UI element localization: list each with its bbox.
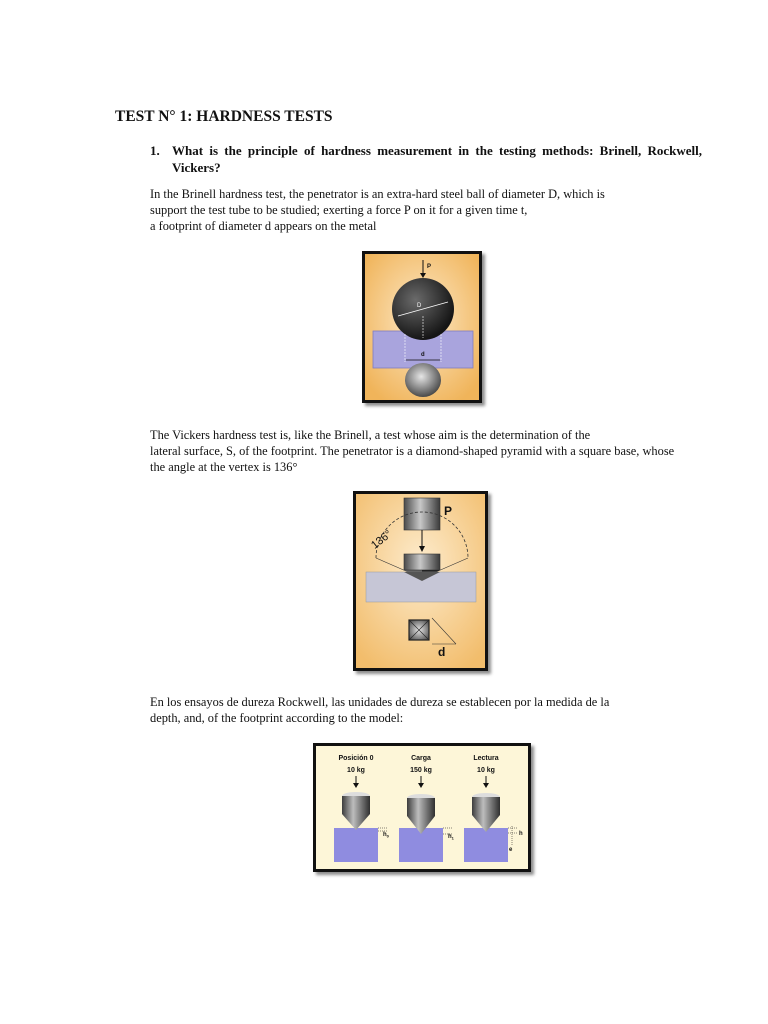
brinell-diameter-label: D: [417, 303, 422, 309]
rockwell-figure: [313, 743, 531, 872]
rockwell-line-2: depth, and, of the footprint according to the model:: [150, 711, 404, 725]
vickers-line-1: The Vickers hardness test is, like the Brinell, a test whose aim is the determination of the: [150, 428, 591, 442]
vickers-diagram: [356, 494, 485, 668]
brinell-line-2: support the test tube to be studied; exerting a force P on it for a given time t,: [150, 203, 528, 217]
page-title: TEST N° 1: HARDNESS TESTS: [115, 108, 333, 125]
stage-1-load: 150 kg: [410, 767, 432, 774]
vickers-line-3: the angle at the vertex is 136°: [150, 460, 298, 474]
brinell-line-3: a footprint of diameter d appears on the metal: [150, 219, 377, 233]
vickers-line-2: lateral surface, S, of the footprint. The penetrator is a diamond-shaped pyramid with a square base, whose: [150, 444, 675, 458]
stage-1-depth-label: $h_1$: [448, 834, 454, 841]
question-text: What is the principle of hardness measurement in the testing methods: Brinell, Rockwell, Vickers?: [172, 143, 702, 175]
vickers-force-label: P: [444, 504, 453, 518]
stage-0-depth-label: $h_0$: [383, 832, 389, 839]
brinell-paragraph: [150, 186, 605, 234]
stage-2-load: 10 kg: [477, 767, 495, 774]
brinell-footprint-label: d: [421, 352, 425, 358]
rockwell-extra-label: e: [509, 847, 513, 853]
vickers-diagonal-label: d: [438, 645, 446, 659]
vickers-angle-label: 136°: [369, 528, 395, 552]
brinell-figure: [362, 251, 482, 403]
rockwell-diagram: [316, 746, 528, 869]
stage-1-name: Carga: [411, 755, 431, 762]
brinell-diagram: [365, 254, 479, 400]
stage-2-depth-label: h: [519, 831, 523, 837]
vickers-paragraph: [150, 427, 674, 475]
stage-0-name: Posición 0: [338, 755, 374, 762]
stage-2-name: Lectura: [473, 755, 499, 762]
brinell-force-label: P: [427, 264, 432, 270]
rockwell-line-1: En los ensayos de dureza Rockwell, las unidades de dureza se establecen por la medida de la: [150, 695, 610, 709]
question-number: 1.: [150, 143, 160, 158]
vickers-figure: [353, 491, 488, 671]
rockwell-paragraph: [150, 694, 609, 726]
question-1: [150, 142, 702, 176]
stage-0-load: 10 kg: [347, 767, 365, 774]
brinell-line-1: In the Brinell hardness test, the penetrator is an extra-hard steel ball of diameter D, which is: [150, 187, 605, 201]
